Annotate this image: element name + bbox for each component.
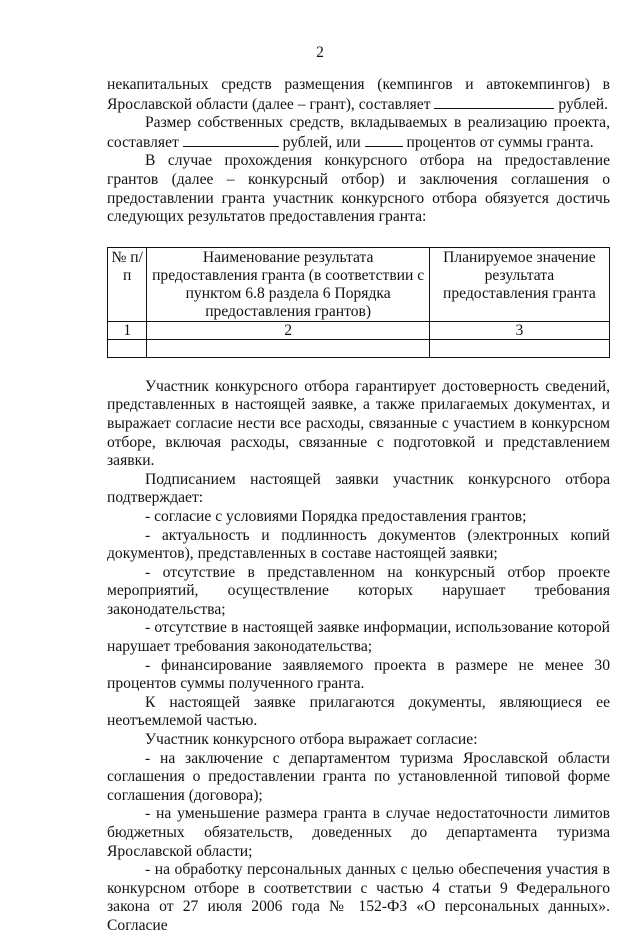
table-cell: 3 xyxy=(429,321,609,339)
paragraph-consent-intro: Участник конкурсного отбора выражает согласие: xyxy=(145,731,478,749)
grant-amount-blank xyxy=(434,95,554,109)
header-cell-planned-value: Планируемое значение результата предоставления гранта xyxy=(429,247,609,321)
document-body xyxy=(107,76,610,936)
table-row-empty xyxy=(108,339,610,357)
results-table xyxy=(107,247,610,358)
own-funds-blank xyxy=(183,133,279,147)
list-item: - финансирование заявляемого проекта в размере не менее 30 процентов суммы полученного гранта. xyxy=(107,656,610,693)
paragraph-grant-amount: некапитальных средств размещения (кемпингов и автокемпингов) в Ярославской области (далее – грант), составляет рублей. xyxy=(107,76,610,113)
table-header-row xyxy=(108,247,610,321)
header-cell-result-name: Наименование результата предоставления гранта (в соответствии с пунктом 6.8 раздела 6 Порядка предоставления грантов) xyxy=(147,247,429,321)
list-item: - на уменьшение размера гранта в случае недостаточности лимитов бюджетных обязательств, доведенных до департамента туризма Ярославской области; xyxy=(107,805,610,860)
table-cell: 1 xyxy=(108,321,147,339)
paragraph-attachments: К настоящей заявке прилагаются документы, являющиеся ее неотъемлемой частью. xyxy=(107,693,610,730)
list-item: - отсутствие в настоящей заявке информации, использование которой нарушает требования законодательства; xyxy=(107,619,610,656)
paragraph-guarantee: Участник конкурсного отбора гарантирует достоверность сведений, представленных в настоящей заявке, а также прилагаемых документах, и выражает согласие нести все расходы, связанные с участием в конкурсном отборе, включая расходы, связанные с подготовкой и представлением заявки. xyxy=(107,377,610,470)
table-cell xyxy=(429,339,609,357)
paragraph-own-funds: Размер собственных средств, вкладываемых в реализацию проекта, составляет рублей, или процентов от суммы гранта. xyxy=(107,114,610,151)
list-item: - актуальность и подлинность документов (электронных копий документов), представленных в составе настоящей заявки; xyxy=(107,526,610,563)
table-row xyxy=(108,321,610,339)
header-cell-number: № п/п xyxy=(108,247,147,321)
table-cell: 2 xyxy=(147,321,429,339)
list-item: - на заключение с департаментом туризма Ярославской области соглашения о предоставлении гранта по установленной типовой форме соглашения (договора); xyxy=(107,749,610,804)
paragraph-signing-confirms: Подписанием настоящей заявки участник конкурсного отбора подтверждает: xyxy=(107,470,610,507)
paragraph-selection-intro: В случае прохождения конкурсного отбора на предоставление грантов (далее – конкурсный отбор) и заключения соглашения о предоставлении гранта участник конкурсного отбора обязуется достичь следующих результатов предоставления гранта: xyxy=(107,152,610,226)
percent-blank xyxy=(365,133,403,147)
table-cell xyxy=(108,339,147,357)
list-item: - на обработку персональных данных с целью обеспечения участия в конкурсном отборе в соответствии с частью 4 статьи 9 Федерального закона от 27 июля 2006 года № 152-ФЗ «О персональных данных». Согласие xyxy=(107,861,610,934)
list-item: - согласие с условиями Порядка предоставления грантов; xyxy=(145,507,527,525)
table-cell xyxy=(147,339,429,357)
page-number: 2 xyxy=(316,44,324,61)
list-item: - отсутствие в представленном на конкурсный отбор проекте мероприятий, осуществление которых нарушает требования законодательства; xyxy=(107,563,610,618)
